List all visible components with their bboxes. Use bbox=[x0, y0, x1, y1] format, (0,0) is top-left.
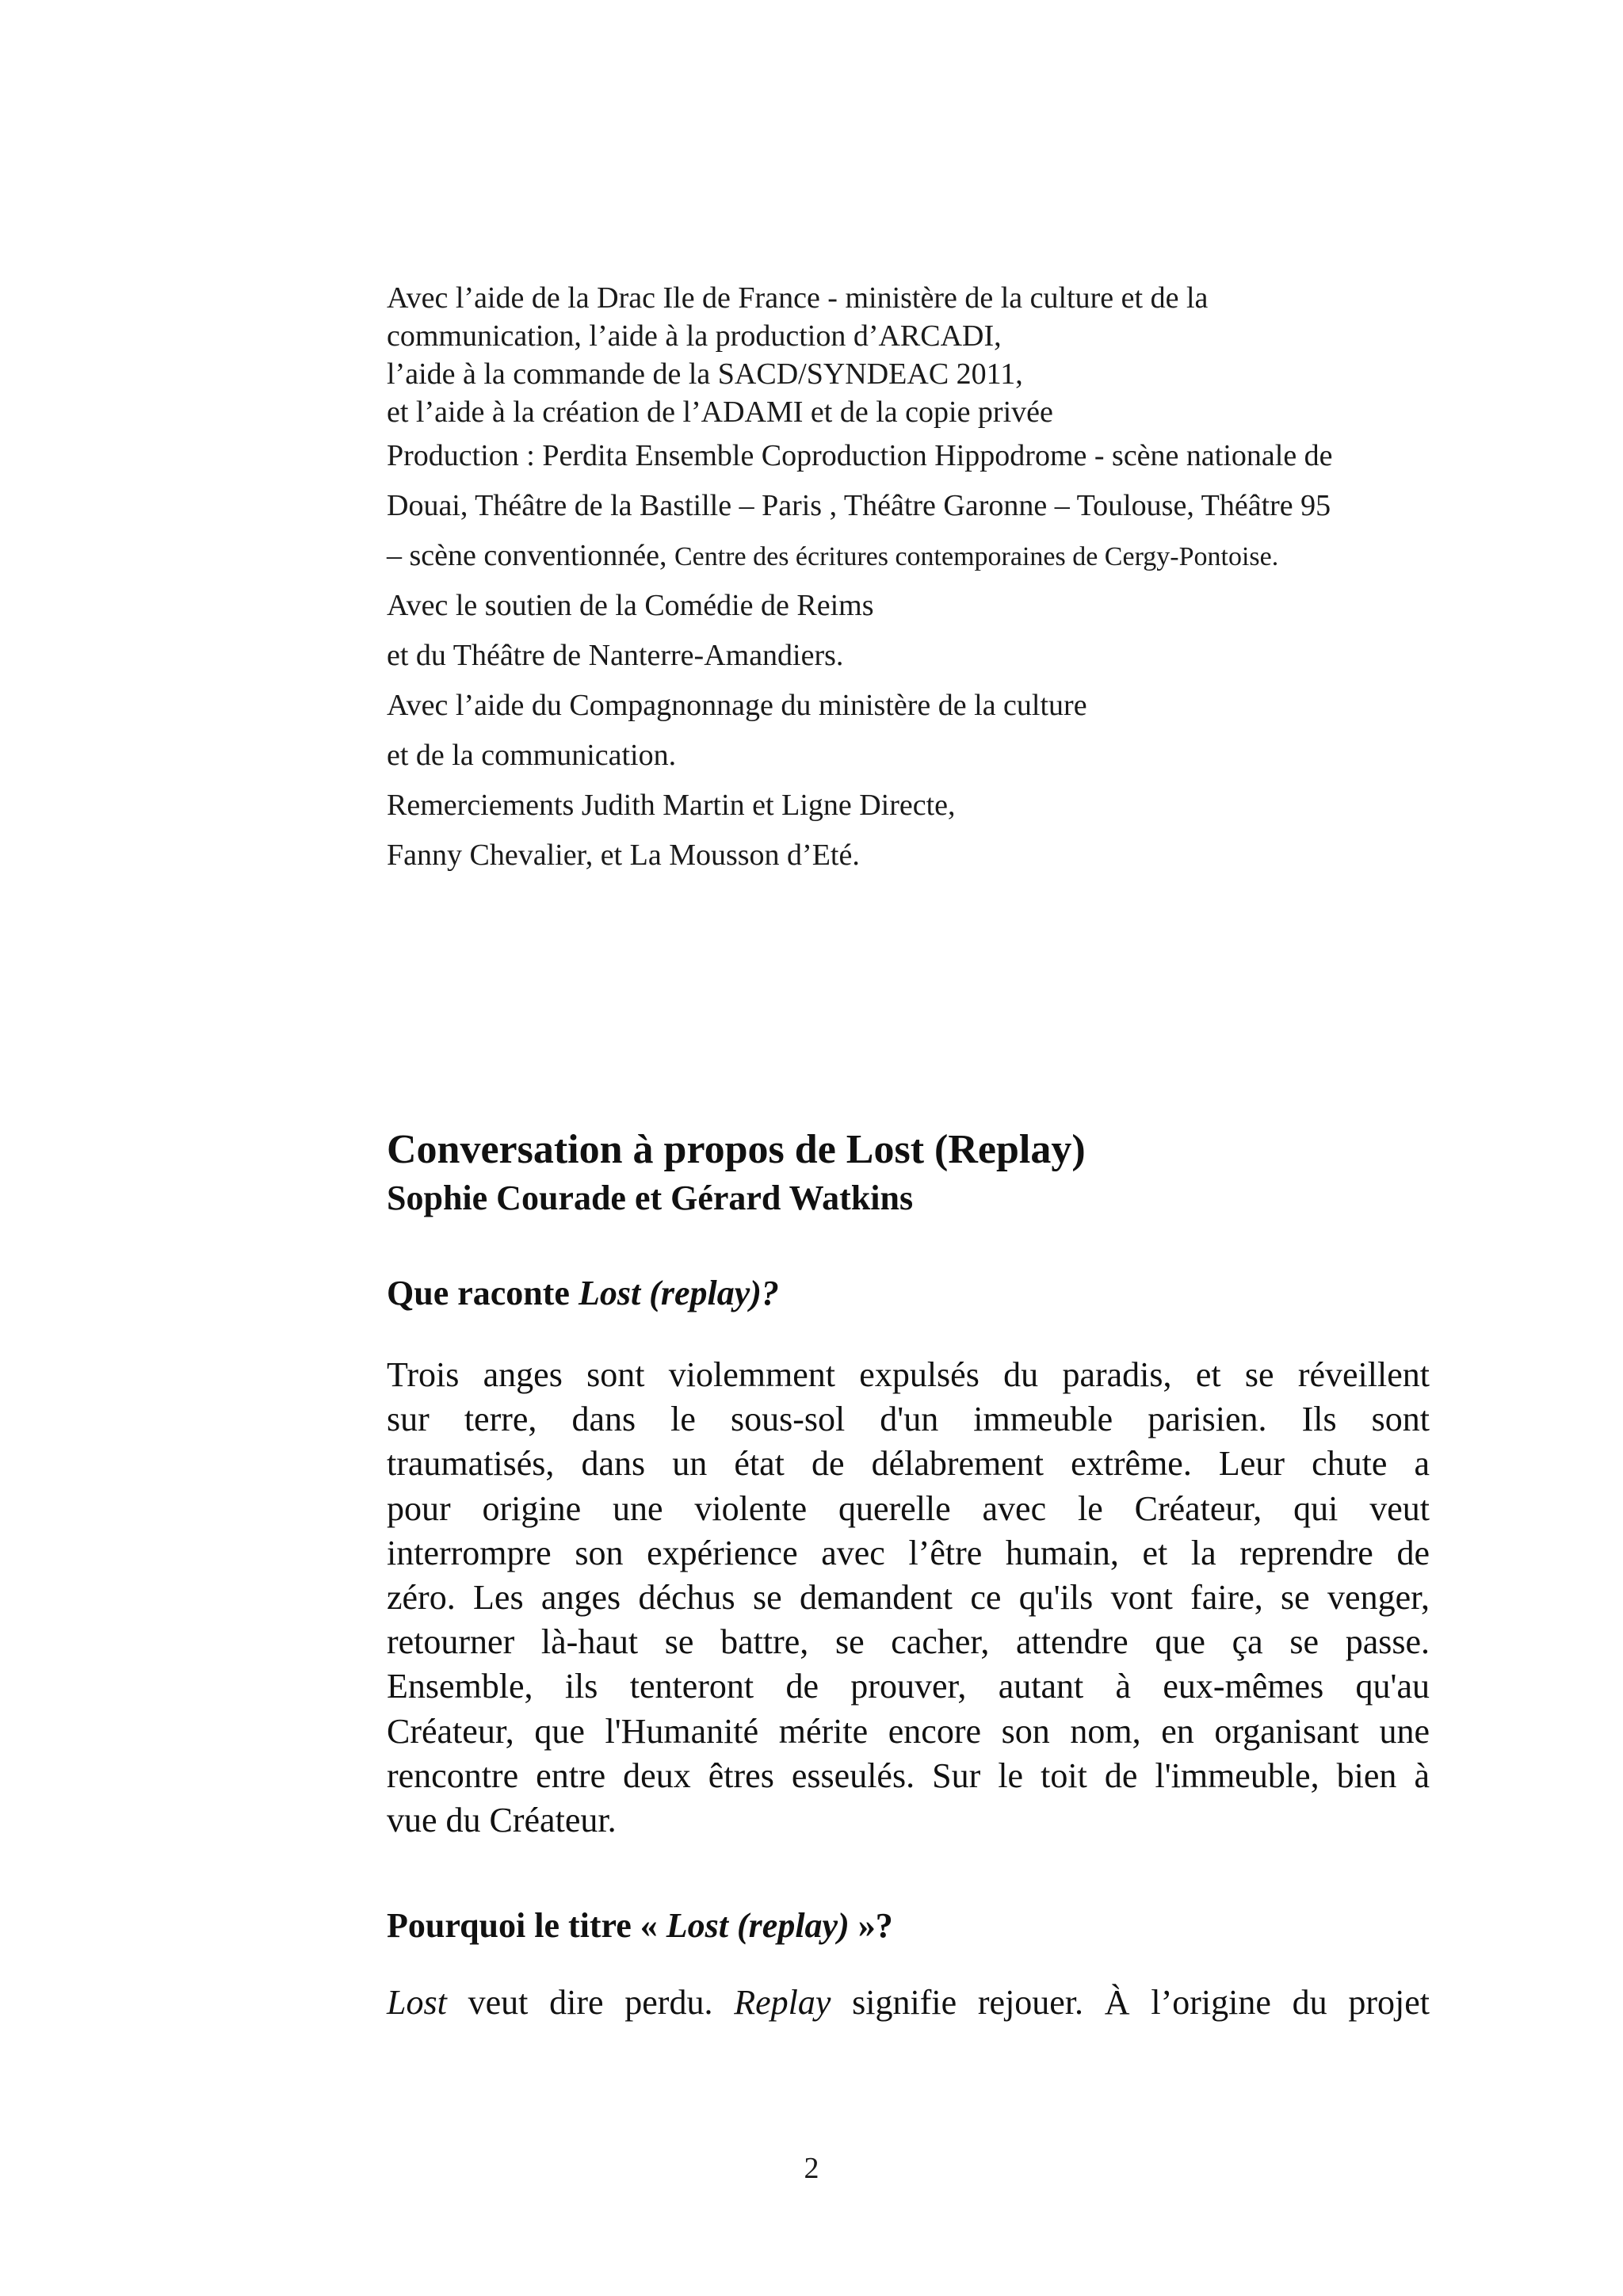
paragraph-line: vue du Créateur. bbox=[387, 1800, 617, 1839]
question-heading bbox=[387, 1903, 893, 1949]
italic-term: Replay bbox=[734, 1983, 831, 2022]
credits-line: et de la communication. bbox=[387, 739, 677, 772]
paragraph-line: interrompre son expérience avec l’être humain, et la reprendre de bbox=[387, 1533, 1430, 1572]
credits-line: Avec l’aide de la Drac Ile de France - ministère de la culture et de la bbox=[387, 281, 1209, 315]
italic-term: Lost bbox=[387, 1983, 447, 2022]
answer-paragraph bbox=[387, 1353, 1430, 1843]
credits-line: et l’aide à la création de l’ADAMI et de la copie privée bbox=[387, 395, 1053, 429]
question-heading bbox=[387, 1270, 779, 1316]
answer-paragraph bbox=[387, 1981, 1430, 2025]
credits-line: Avec le soutien de la Comédie de Reims bbox=[387, 589, 874, 622]
paragraph-line: Ensemble, ils tenteront de prouver, autant à eux-mêmes qu'au bbox=[387, 1667, 1430, 1706]
paragraph-line bbox=[387, 1981, 1430, 2025]
paragraph-line: sur terre, dans le sous-sol d'un immeuble parisien. Ils sont bbox=[387, 1400, 1430, 1439]
paragraph-line: retourner là-haut se battre, se cacher, attendre que ça se passe. bbox=[387, 1622, 1430, 1662]
paragraph-line: zéro. Les anges déchus se demandent ce qu'ils vont faire, se venger, bbox=[387, 1577, 1430, 1617]
paragraph-line: rencontre entre deux êtres esseulés. Sur le toit de l'immeuble, bien à bbox=[387, 1755, 1430, 1795]
question-text: »? bbox=[849, 1906, 893, 1945]
credits-line-part: – scène conventionnée, bbox=[387, 539, 667, 572]
paragraph-line: traumatisés, dans un état de délabrement extrême. Leur chute a bbox=[387, 1444, 1430, 1484]
credits-line: Production : Perdita Ensemble Coproduction Hippodrome - scène nationale de bbox=[387, 439, 1333, 472]
conversation-title: Conversation à propos de Lost (Replay) bbox=[387, 1127, 1086, 1172]
question-text: Pourquoi le titre « bbox=[387, 1906, 666, 1945]
question-title-italic: Lost (replay)? bbox=[578, 1274, 779, 1312]
conversation-authors: Sophie Courade et Gérard Watkins bbox=[387, 1179, 914, 1217]
paragraph-line: Créateur, que l'Humanité mérite encore son nom, en organisant une bbox=[387, 1711, 1430, 1751]
credits-line: communication, l’aide à la production d’ARCADI, bbox=[387, 319, 1002, 353]
page-number: 2 bbox=[804, 2152, 819, 2185]
credits-line: Fanny Chevalier, et La Mousson d’Eté. bbox=[387, 839, 860, 872]
credits-line: Avec l’aide du Compagnonnage du ministère de la culture bbox=[387, 689, 1087, 722]
paragraph-line: Trois anges sont violemment expulsés du paradis, et se réveillent bbox=[387, 1355, 1430, 1394]
paragraph-text: veut dire perdu. bbox=[446, 1983, 735, 2022]
credits-line bbox=[387, 531, 1449, 581]
credits-line: l’aide à la commande de la SACD/SYNDEAC 2011, bbox=[387, 357, 1023, 391]
credits-line-part-small: Centre des écritures contemporaines de Cergy-Pontoise. bbox=[674, 542, 1279, 571]
credits-line: Remerciements Judith Martin et Ligne Directe, bbox=[387, 789, 956, 822]
paragraph-line: pour origine une violente querelle avec le Créateur, qui veut bbox=[387, 1488, 1430, 1528]
credits-line: Douai, Théâtre de la Bastille – Paris , Théâtre Garonne – Toulouse, Théâtre 95 bbox=[387, 489, 1331, 522]
question-text: Que raconte bbox=[387, 1274, 579, 1312]
credits-line: et du Théâtre de Nanterre-Amandiers. bbox=[387, 639, 844, 672]
question-title-italic: Lost (replay) bbox=[666, 1906, 850, 1945]
paragraph-text: signifie rejouer. À l’origine du projet bbox=[831, 1983, 1430, 2022]
credits-block bbox=[387, 279, 1449, 881]
